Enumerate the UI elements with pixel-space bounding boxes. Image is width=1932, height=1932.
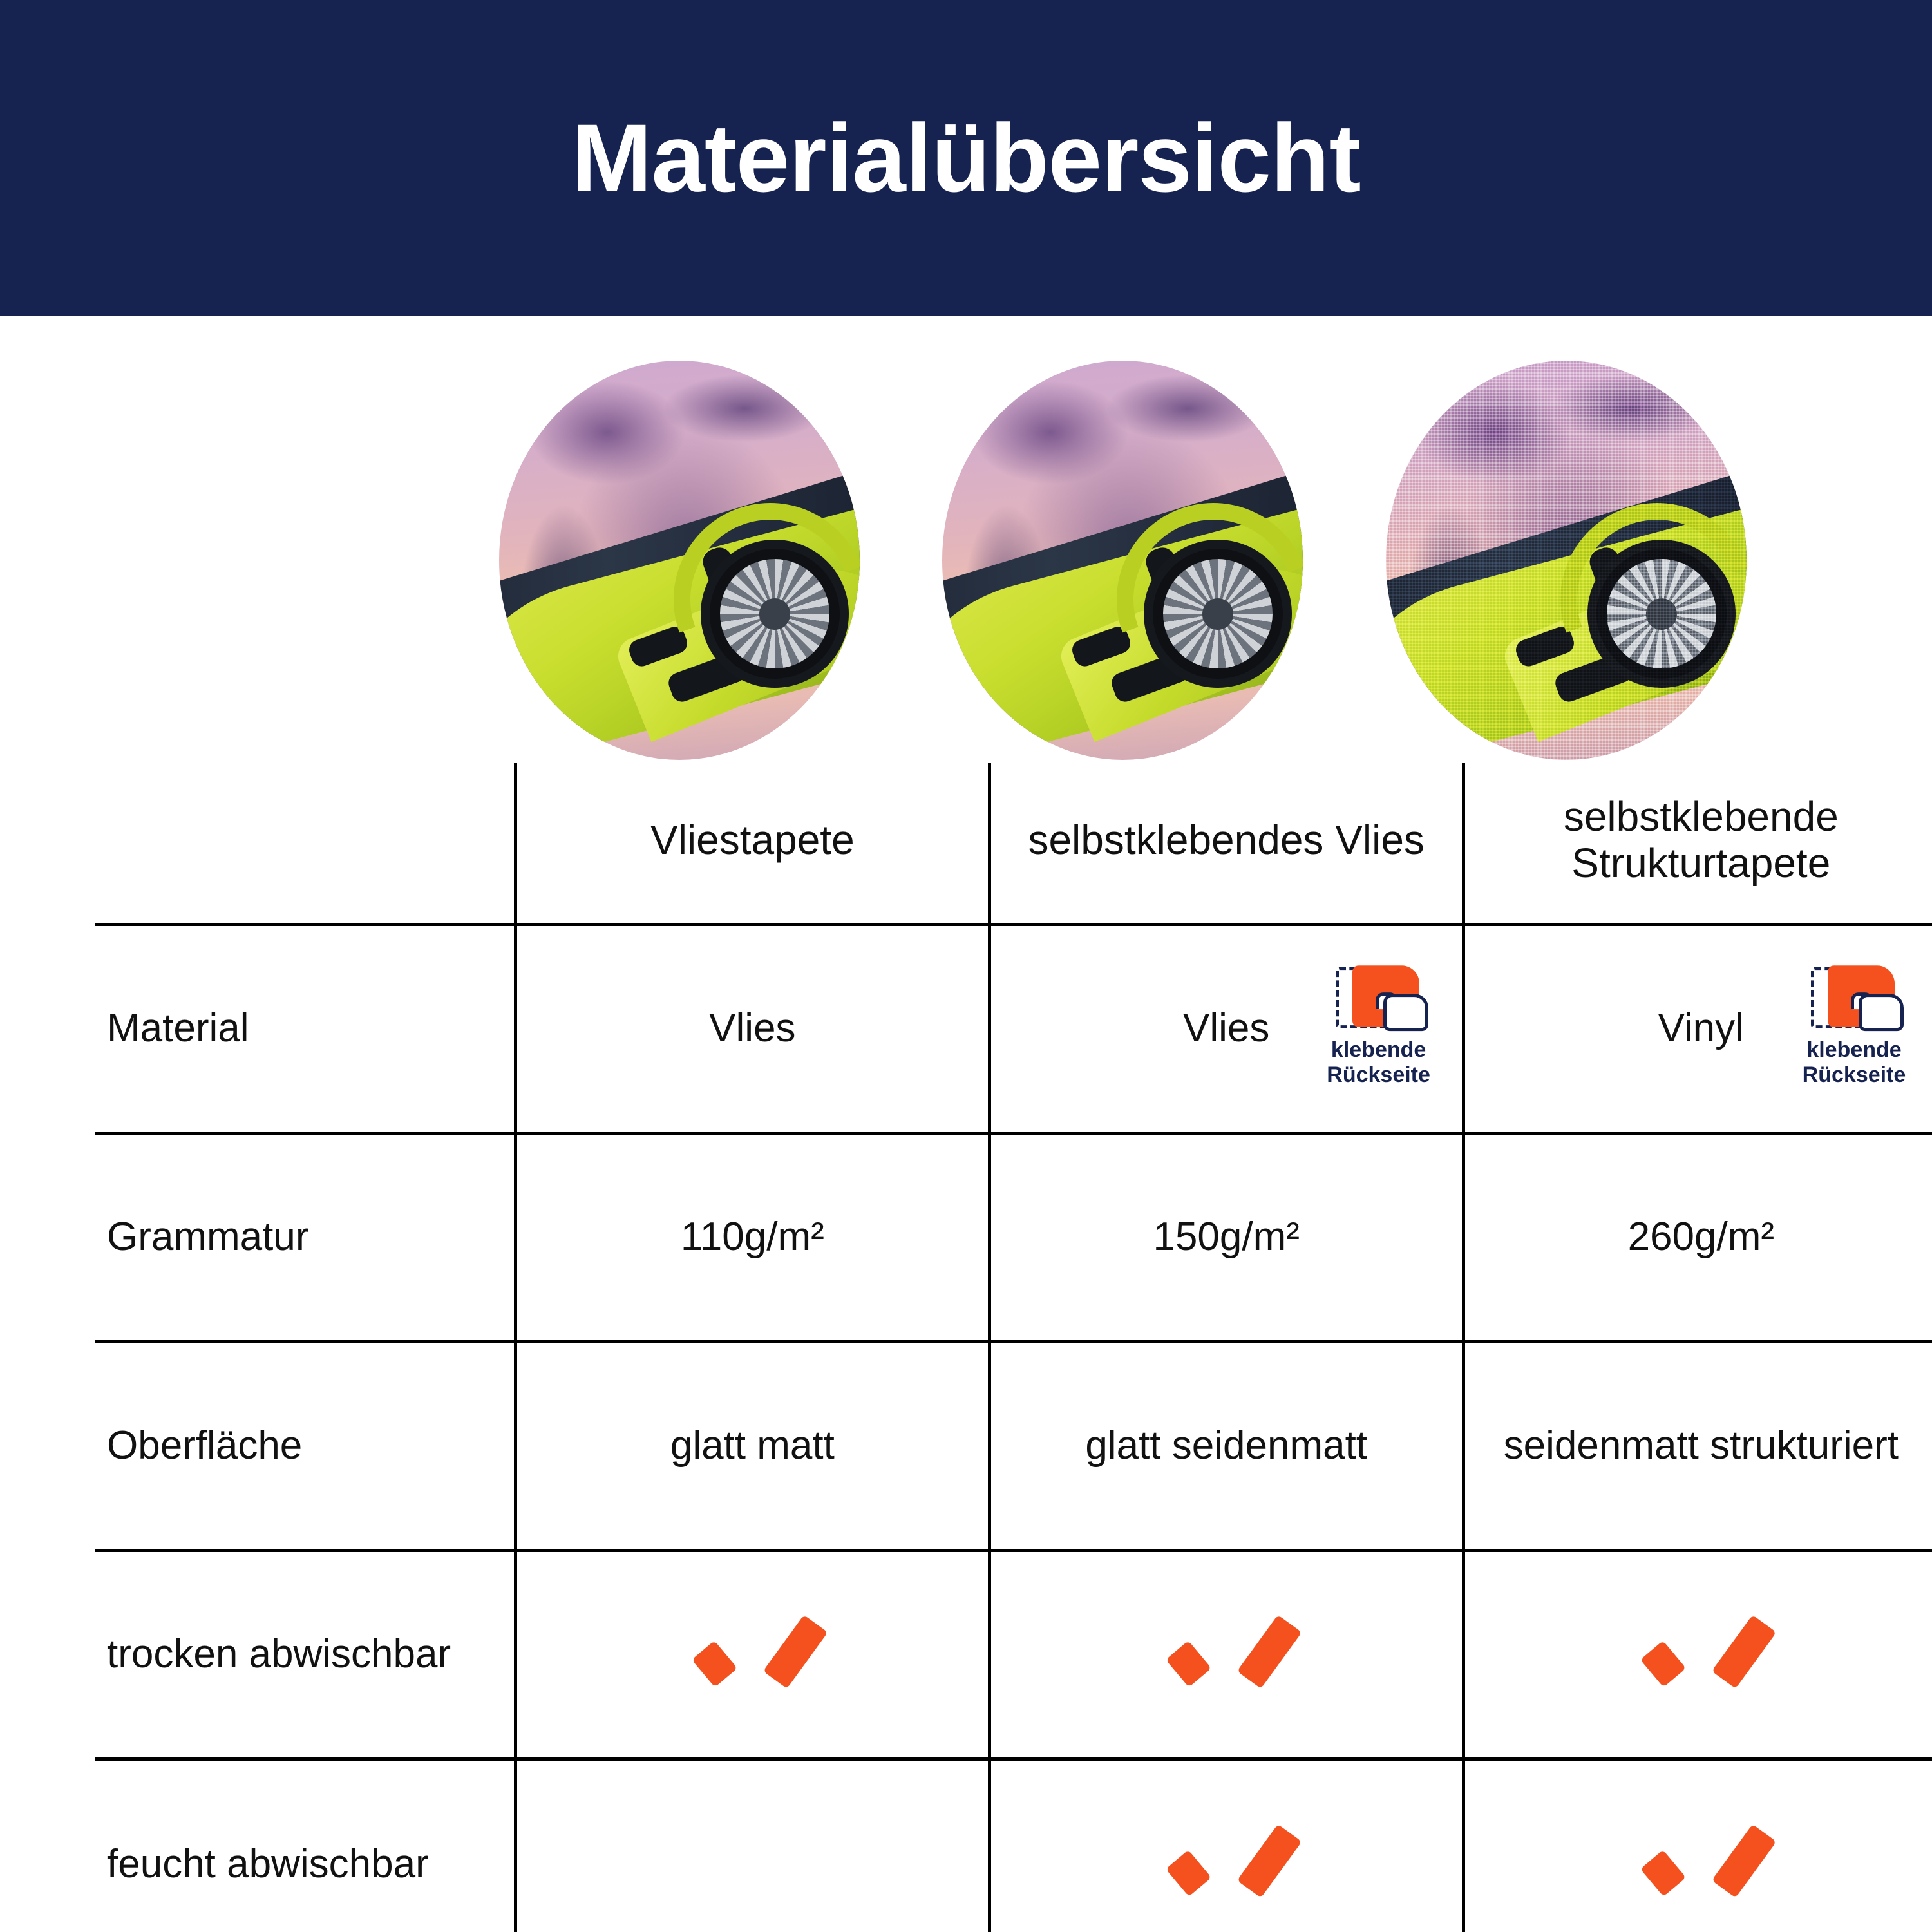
car-sunset-artwork xyxy=(1386,361,1747,760)
cell-value: seidenmatt strukturiert xyxy=(1503,1423,1899,1468)
badge-line-1: klebende xyxy=(1806,1037,1902,1063)
wheel-hub xyxy=(759,598,791,630)
row-label-grammatur: Grammatur xyxy=(107,1215,309,1260)
column-label: selbstklebende Strukturtapete xyxy=(1563,793,1839,886)
check-icon xyxy=(1658,1828,1743,1899)
header-cell-selbstklebende-strukturtapete xyxy=(1463,763,1932,924)
cell-trocken-selbstklebendes-vlies xyxy=(989,1550,1463,1759)
cell-material-strukturtapete xyxy=(1463,924,1932,1133)
car-wheel xyxy=(1144,540,1292,688)
badge-line-2: Rückseite xyxy=(1802,1063,1906,1088)
row-label-trocken-abwischbar: trocken abwischbar xyxy=(107,1632,451,1677)
cell-value: Vlies xyxy=(1182,1006,1270,1051)
cell-feucht-vliestapete xyxy=(515,1759,989,1932)
table-row xyxy=(95,1759,1932,1932)
wheel-hub xyxy=(1202,598,1234,630)
check-icon xyxy=(1184,1619,1269,1690)
cell-oberflaeche-vliestapete xyxy=(515,1341,989,1550)
row-label-material: Material xyxy=(107,1006,249,1051)
cell-feucht-selbstklebendes-vlies xyxy=(989,1759,1463,1932)
cell-oberflaeche-selbstklebendes-vlies xyxy=(989,1341,1463,1550)
cell-grammatur-vliestapete xyxy=(515,1133,989,1341)
badge-line-2: Rückseite xyxy=(1327,1063,1430,1088)
table-row xyxy=(95,1341,1932,1550)
check-icon xyxy=(1184,1828,1269,1899)
header-cell-empty xyxy=(95,763,515,924)
row-label-feucht-abwischbar: feucht abwischbar xyxy=(107,1841,429,1886)
cell-value: glatt seidenmatt xyxy=(1085,1423,1368,1468)
page-header xyxy=(0,0,1932,316)
swatch-selbstklebende-strukturtapete xyxy=(1386,361,1747,760)
header-cell-vliestapete xyxy=(515,763,989,924)
cell-trocken-vliestapete xyxy=(515,1550,989,1759)
material-comparison-table xyxy=(95,763,1932,1932)
check-icon xyxy=(710,1619,795,1690)
adhesive-back-badge xyxy=(1305,964,1453,1088)
cell-value: 150g/m² xyxy=(1153,1215,1300,1260)
car-sunset-artwork xyxy=(499,361,860,760)
adhesive-back-badge xyxy=(1780,964,1928,1088)
row-label-oberflaeche: Oberfläche xyxy=(107,1423,303,1468)
cell-oberflaeche-strukturtapete xyxy=(1463,1341,1932,1550)
swatch-vliestapete xyxy=(499,361,860,760)
cell-feucht-strukturtapete xyxy=(1463,1759,1932,1932)
peel-sticker-icon xyxy=(1331,964,1427,1034)
badge-line-1: klebende xyxy=(1331,1037,1426,1063)
column-label: selbstklebendes Vlies xyxy=(1028,816,1425,863)
table-row xyxy=(95,1133,1932,1341)
cell-grammatur-selbstklebendes-vlies xyxy=(989,1133,1463,1341)
column-label: Vliestapete xyxy=(650,816,855,863)
car-sunset-artwork xyxy=(942,361,1303,760)
cell-value: 260g/m² xyxy=(1627,1215,1775,1260)
table-header-row xyxy=(95,763,1932,924)
table-row xyxy=(95,924,1932,1133)
header-cell-selbstklebendes-vlies xyxy=(989,763,1463,924)
car-wheel xyxy=(701,540,849,688)
cell-material-vliestapete xyxy=(515,924,989,1133)
cell-grammatur-strukturtapete xyxy=(1463,1133,1932,1341)
cell-material-selbstklebendes-vlies xyxy=(989,924,1463,1133)
page-title: Materialübersicht xyxy=(571,104,1361,212)
swatch-row xyxy=(0,361,1932,773)
cell-value: glatt matt xyxy=(670,1423,835,1468)
structure-texture-overlay xyxy=(1386,361,1747,760)
check-icon xyxy=(1658,1619,1743,1690)
peel-sticker-icon xyxy=(1806,964,1902,1034)
cell-trocken-strukturtapete xyxy=(1463,1550,1932,1759)
cell-value: Vinyl xyxy=(1658,1006,1744,1051)
table-row xyxy=(95,1550,1932,1759)
swatch-selbstklebendes-vlies xyxy=(942,361,1303,760)
cell-value: Vlies xyxy=(709,1006,796,1051)
cell-value: 110g/m² xyxy=(680,1215,824,1260)
